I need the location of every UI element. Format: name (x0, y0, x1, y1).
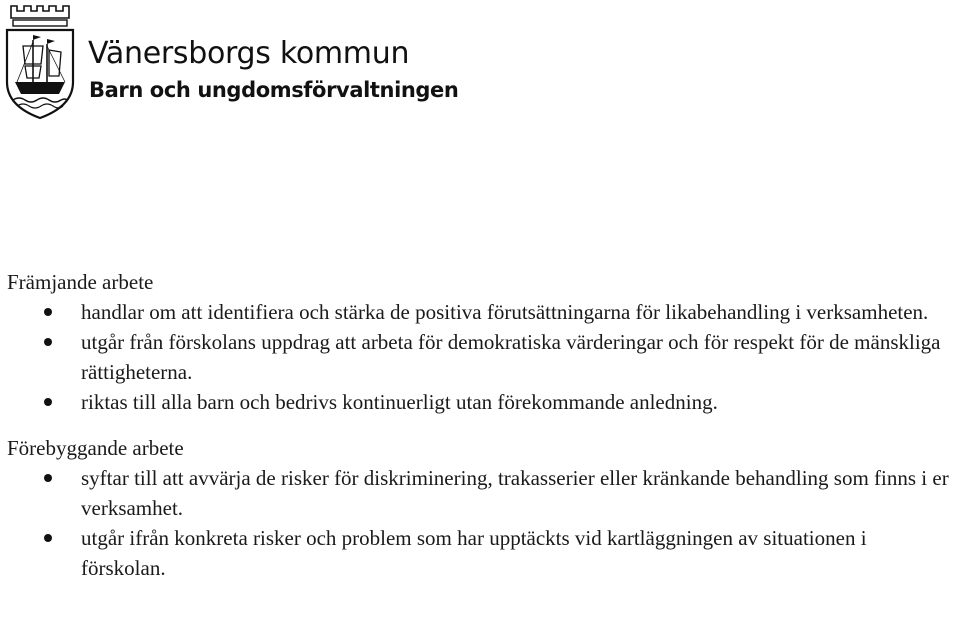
list-item-text: handlar om att identifiera och stärka de positiva förutsättningarna för likabehandling i verksamheten. (81, 300, 929, 324)
bullet-icon (44, 338, 52, 346)
department-name: Barn och ungdomsförvaltningen (89, 78, 459, 102)
organization-name: Vänersborgs kommun (88, 36, 410, 71)
list-item-text: utgår från förskolans uppdrag att arbeta för demokratiska värderingar och för respekt för de mänskliga rättigheterna. (81, 330, 941, 384)
section-heading: Förebyggande arbete (7, 436, 184, 460)
bullet-icon (44, 534, 52, 542)
list-item (7, 463, 952, 523)
list-item-text: syftar till att avvärja de risker för diskriminering, trakasserier eller kränkande behandling som finns i er verksamhet. (81, 466, 949, 520)
list-item-text: riktas till alla barn och bedrivs kontinuerligt utan förekommande anledning. (81, 390, 718, 414)
list-item (7, 327, 952, 387)
section-preventive-work (7, 433, 952, 583)
list-item (7, 387, 952, 417)
bullet-list (7, 463, 952, 583)
section-spacer (7, 417, 952, 433)
bullet-icon (44, 474, 52, 482)
list-item-text: utgår ifrån konkreta risker och problem som har upptäckts vid kartläggningen av situationen i förskolan. (81, 526, 867, 580)
document-header (0, 0, 960, 130)
document-body (7, 267, 952, 583)
list-item (7, 523, 952, 583)
coat-of-arms-ship-icon (3, 2, 77, 120)
bullet-icon (44, 308, 52, 316)
section-promoting-work (7, 267, 952, 417)
list-item (7, 297, 952, 327)
section-heading: Främjande arbete (7, 270, 154, 294)
bullet-list (7, 297, 952, 417)
bullet-icon (44, 398, 52, 406)
